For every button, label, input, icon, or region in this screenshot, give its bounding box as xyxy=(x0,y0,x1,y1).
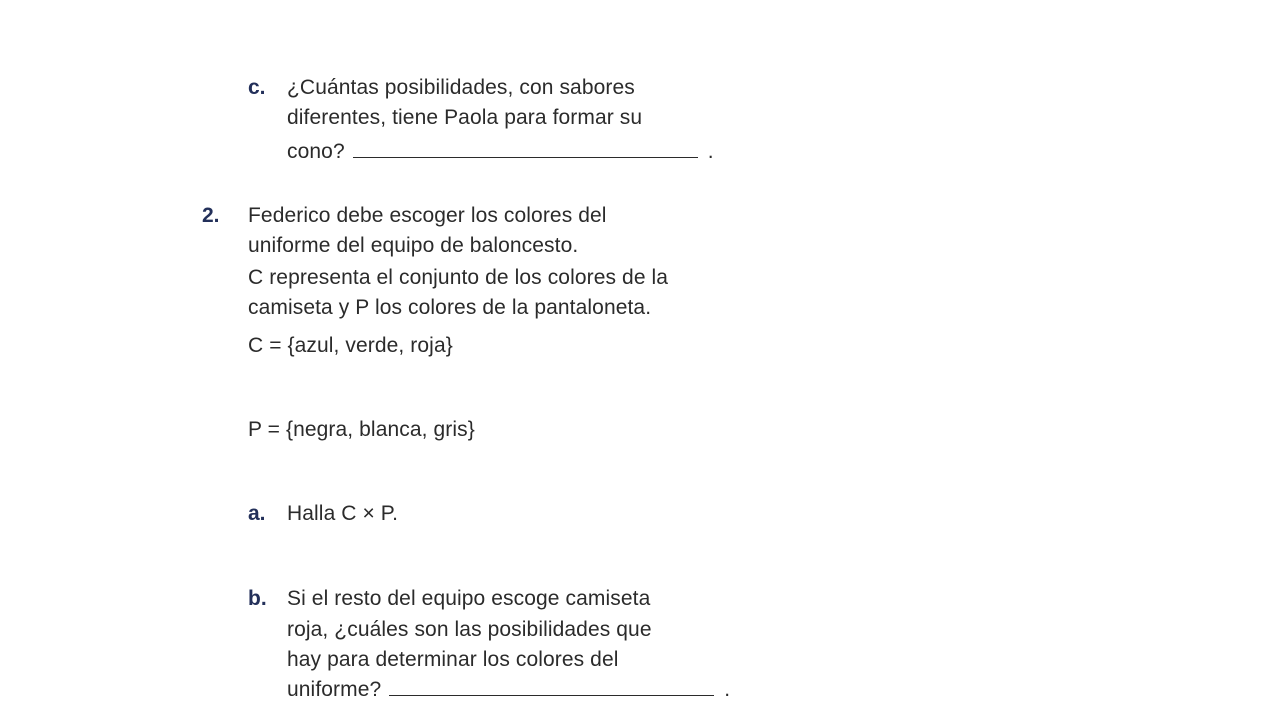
item-c-line-2: diferentes, tiene Paola para formar su xyxy=(287,106,643,129)
item-c-end-mark: . xyxy=(707,140,714,163)
problem-2-number: 2. xyxy=(202,204,220,227)
part-b-end-mark: . xyxy=(724,678,731,701)
set-c-definition: C = {azul, verde, roja} xyxy=(248,334,453,357)
part-a-marker: a. xyxy=(248,502,266,525)
set-p-definition: P = {negra, blanca, gris} xyxy=(248,418,475,441)
problem-2-line-3: C representa el conjunto de los colores de la xyxy=(248,266,669,289)
part-b-line-4-text: uniforme? xyxy=(287,678,382,701)
item-c-line-1: ¿Cuántas posibilidades, con sabores xyxy=(287,76,635,99)
item-c-marker: c. xyxy=(248,76,266,99)
part-b-answer-blank[interactable] xyxy=(389,677,714,696)
part-b-marker: b. xyxy=(248,587,267,610)
problem-2-line-4: camiseta y P los colores de la pantaloneta. xyxy=(248,296,652,319)
part-b-line-3: hay para determinar los colores del xyxy=(287,648,619,671)
item-c-answer-blank[interactable] xyxy=(353,139,698,158)
part-b-line-2: roja, ¿cuáles son las posibilidades que xyxy=(287,618,652,641)
item-c-line-3 xyxy=(287,138,714,166)
problem-2-line-2: uniforme del equipo de baloncesto. xyxy=(248,234,579,257)
part-b-line-1: Si el resto del equipo escoge camiseta xyxy=(287,587,651,610)
part-a-text: Halla C × P. xyxy=(287,502,399,525)
problem-2-line-1: Federico debe escoger los colores del xyxy=(248,204,607,227)
item-c-line-3-text: cono? xyxy=(287,140,345,163)
part-b-line-4 xyxy=(287,676,730,704)
